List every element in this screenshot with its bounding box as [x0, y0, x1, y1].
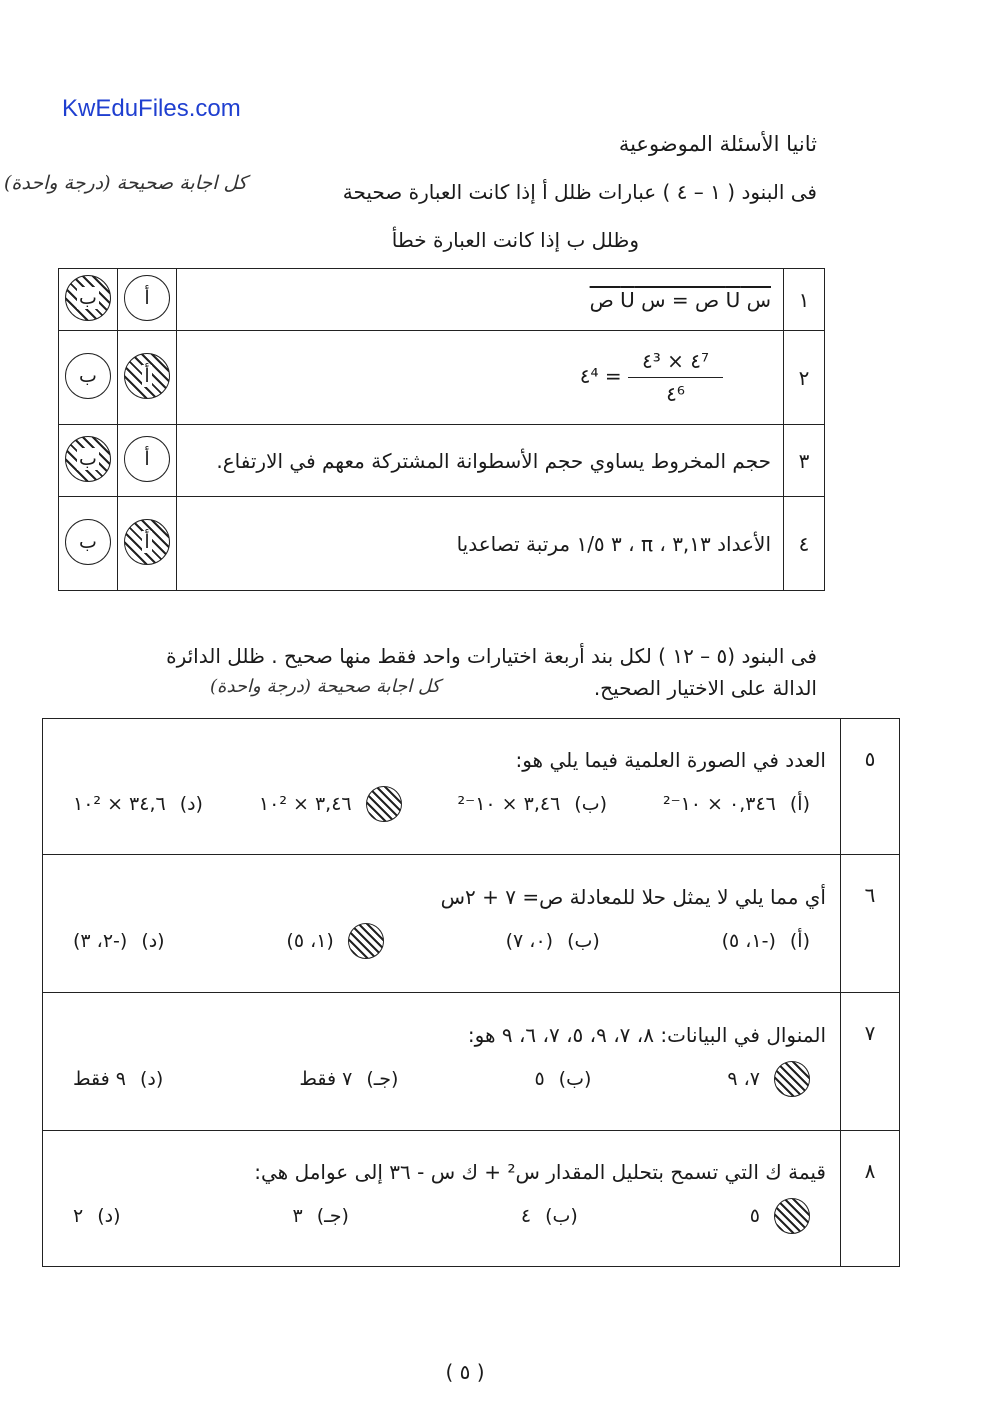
- option-b-bubble[interactable]: ب: [65, 519, 111, 565]
- mc-option[interactable]: [750, 1198, 810, 1234]
- tf-row: [59, 497, 825, 591]
- mc-question: المنوال في البيانات: ٨، ٧، ٩، ٥، ٧، ٦، ٩ هو:: [467, 1022, 826, 1047]
- option-text: ٧ فقط: [299, 1067, 353, 1090]
- mc-option[interactable]: [286, 923, 383, 959]
- option-a-bubble[interactable]: أ: [124, 275, 170, 321]
- option-label: (جـ): [316, 1204, 349, 1227]
- mc-option[interactable]: [73, 793, 203, 815]
- mc-options: [43, 1051, 840, 1111]
- option-text: ٣: [292, 1204, 303, 1227]
- tf-instructions-line1: فى البنود ( ١ – ٤ ) عبارات ظلل أ إذا كانت العبارة صحيحة: [342, 180, 817, 204]
- option-text: ٣,٤٦ × ١٠⁻²: [457, 792, 561, 815]
- mc-row: [43, 855, 900, 993]
- mc-option[interactable]: [458, 793, 607, 815]
- item-number: ٤: [784, 497, 825, 591]
- shaded-bubble[interactable]: [348, 923, 384, 959]
- fraction-rhs: = ٤⁴: [579, 364, 622, 388]
- option-text: ٥: [749, 1204, 760, 1227]
- option-text: (-٢، ٣): [73, 929, 128, 952]
- mc-option[interactable]: [259, 786, 402, 822]
- option-text: ٣٤,٦ × ١٠²: [73, 792, 166, 815]
- mc-option[interactable]: [293, 1205, 349, 1227]
- option-text: ٤: [520, 1204, 532, 1227]
- fraction-denominator: ٤⁶: [666, 382, 685, 406]
- option-label: (ب): [574, 792, 607, 815]
- item-number: ٣: [784, 425, 825, 497]
- mc-handwritten-note: كل اجابة صحيحة (درجة واحدة): [210, 676, 441, 697]
- shaded-bubble[interactable]: [366, 786, 402, 822]
- mc-option[interactable]: [299, 1068, 398, 1090]
- option-text: ٩ فقط: [73, 1067, 127, 1090]
- mc-options: [43, 1188, 840, 1248]
- tf-handwritten-note: كل اجابة صحيحة (درجة واحدة): [4, 172, 247, 194]
- option-label: (أ): [789, 929, 810, 952]
- mc-option[interactable]: [73, 930, 165, 952]
- option-label: (أ): [789, 792, 810, 815]
- mc-option[interactable]: [722, 930, 810, 952]
- option-text: (٠، ٧): [505, 929, 554, 952]
- option-label: (ب): [558, 1067, 592, 1090]
- option-a-bubble[interactable]: أ: [124, 353, 170, 399]
- mc-option[interactable]: [663, 793, 810, 815]
- shaded-bubble[interactable]: [774, 1061, 810, 1097]
- mc-option[interactable]: [73, 1068, 163, 1090]
- option-b-bubble[interactable]: ب: [65, 353, 111, 399]
- option-text: ٠,٣٤٦ × ١٠⁻²: [662, 792, 776, 815]
- page-number: ( ٥ ): [445, 1360, 485, 1384]
- watermark: KwEduFiles.com: [62, 95, 241, 122]
- mc-options: [43, 776, 840, 836]
- option-label: (د): [141, 929, 165, 952]
- tf-statement: الأعداد ٣,١٣ ، π ، ٣ ١/٥ مرتبة تصاعديا: [177, 497, 784, 591]
- tf-row: [59, 269, 825, 331]
- multiple-choice-table: [42, 718, 900, 1267]
- mc-option[interactable]: [521, 1205, 578, 1227]
- mc-option[interactable]: [506, 930, 600, 952]
- option-text: (-١، ٥): [721, 929, 776, 952]
- mc-question: العدد في الصورة العلمية فيما يلي هو:: [515, 747, 826, 772]
- option-b-bubble[interactable]: ب: [65, 275, 111, 321]
- true-false-table: [58, 268, 825, 591]
- option-label: (ب): [567, 929, 600, 952]
- shaded-bubble[interactable]: [774, 1198, 810, 1234]
- option-text: (١، ٥): [286, 929, 334, 952]
- mc-row: [43, 719, 900, 855]
- option-b-bubble[interactable]: ب: [65, 436, 111, 482]
- item-number: ٨: [841, 1131, 900, 1267]
- mc-question: قيمة ك التي تسمح بتحليل المقدار س² + ك س - ٣٦ إلى عوامل هي:: [254, 1159, 826, 1184]
- mc-question: أي مما يلي لا يمثل حلا للمعادلة ص= ٧ + ٢س: [440, 884, 826, 909]
- option-text: ٥: [534, 1067, 545, 1090]
- mc-option[interactable]: [727, 1061, 810, 1097]
- tf-row: [59, 331, 825, 425]
- tf-instructions-line2: وظلل ب إذا كانت العبارة خطأ: [391, 228, 639, 252]
- fraction: [628, 349, 723, 406]
- fraction-numerator: ٤⁷ × ٤³: [628, 349, 723, 378]
- tf-statement: حجم المخروط يساوي حجم الأسطوانة المشتركة معهم في الارتفاع.: [177, 425, 784, 497]
- mc-row: [43, 993, 900, 1131]
- option-label: (د): [140, 1067, 164, 1090]
- mc-row: [43, 1131, 900, 1267]
- option-text: ٢: [73, 1204, 84, 1227]
- mc-instructions-line2: الدالة على الاختيار الصحيح.: [593, 676, 817, 700]
- mc-option[interactable]: [73, 1205, 121, 1227]
- item-number: ٥: [841, 719, 900, 855]
- option-label: (جـ): [366, 1067, 399, 1090]
- option-label: (ب): [545, 1204, 578, 1227]
- item-number: ٢: [784, 331, 825, 425]
- option-a-bubble[interactable]: أ: [124, 436, 170, 482]
- section-heading: ثانيا الأسئلة الموضوعية: [618, 132, 817, 156]
- mc-options: [43, 913, 840, 973]
- option-text: ٣,٤٦ × ١٠²: [258, 792, 352, 815]
- mc-instructions-line1: فى البنود (٥ – ١٢ ) لكل بند أربعة اختيارات واحد فقط منها صحيح . ظلل الدائرة: [166, 644, 817, 668]
- option-a-bubble[interactable]: أ: [124, 519, 170, 565]
- item-number: ١: [784, 269, 825, 331]
- mc-option[interactable]: [534, 1068, 591, 1090]
- option-label: (د): [97, 1204, 121, 1227]
- tf-statement: س U ص = س U ص: [589, 287, 771, 312]
- tf-row: [59, 425, 825, 497]
- item-number: ٦: [841, 855, 900, 993]
- option-text: ٧، ٩: [727, 1067, 760, 1090]
- item-number: ٧: [841, 993, 900, 1131]
- option-label: (د): [179, 792, 203, 815]
